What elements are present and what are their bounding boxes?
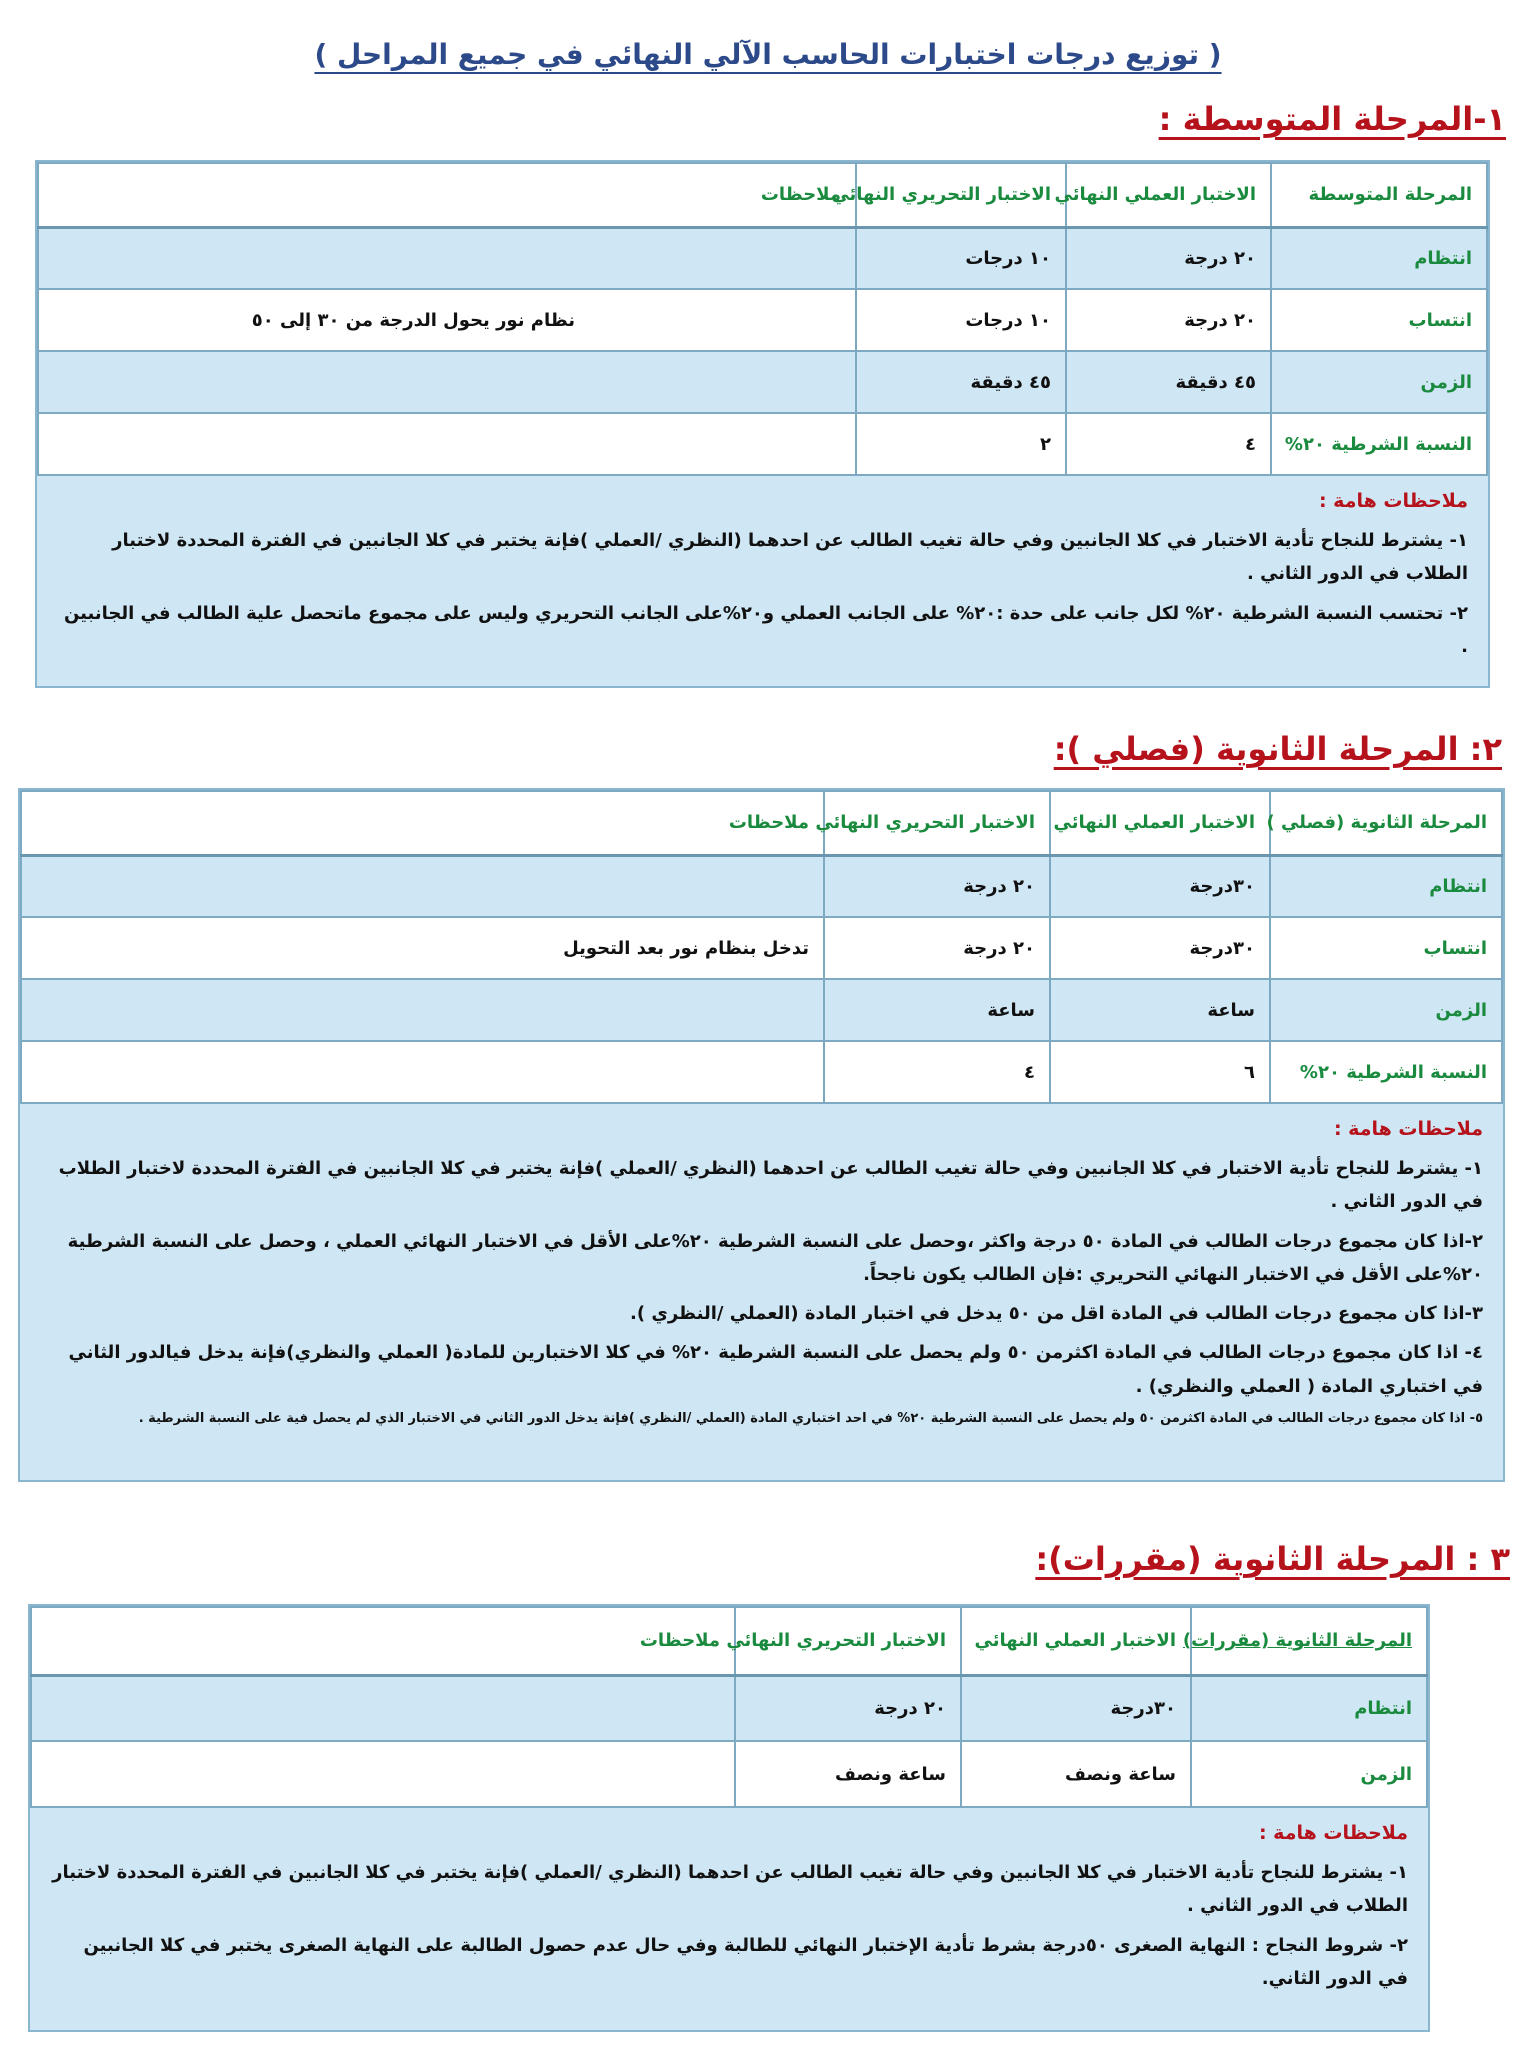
header-notes: ملاحظات	[21, 791, 824, 855]
row-label: النسبة الشرطية ٢٠%	[1270, 1041, 1502, 1103]
important-notes	[20, 1104, 1503, 1480]
row-label: النسبة الشرطية ٢٠%	[1271, 413, 1487, 475]
row-label: الزمن	[1270, 979, 1502, 1041]
practical-value: ٢٠ درجة	[1066, 227, 1271, 289]
written-value: ساعة ونصف	[735, 1741, 961, 1807]
row-notes: نظام نور يحول الدرجة من ٣٠ إلى ٥٠	[38, 289, 856, 351]
row-notes	[38, 351, 856, 413]
written-value: ١٠ درجات	[856, 289, 1066, 351]
section-heading-intermediate: ١-المرحلة المتوسطة :	[1158, 100, 1506, 138]
header-stage	[1182, 1607, 1427, 1675]
table-row	[38, 227, 1487, 289]
header-stage: المرحلة الثانوية (فصلي )	[1270, 791, 1502, 855]
written-value: ٢٠ درجة	[824, 917, 1050, 979]
important-notes	[37, 476, 1488, 686]
row-label: انتظام	[1270, 855, 1502, 917]
table-row	[21, 979, 1502, 1041]
note-item: ١- يشترط للنجاح تأدية الاختبار في كلا الجانبين وفي حالة تغيب الطالب عن احدهما (النظري /العملي )فإنة يختبر في كلا الجانبين في الفترة المحددة لاختبار الطلاب في الدور الثاني .	[58, 1158, 1483, 1213]
note-item: ١- يشترط للنجاح تأدية الاختبار في كلا الجانبين وفي حالة تغيب الطالب عن احدهما (النظري /العملي )فإنة يختبر في كلا الجانبين في الفترة المحددة لاختبار الطلاب في الدور الثاني .	[52, 1862, 1408, 1917]
header-written: الاختبار التحريري النهائي	[735, 1607, 961, 1675]
row-notes	[21, 855, 824, 917]
table-row	[38, 289, 1487, 351]
table-secondary-courses	[28, 1604, 1430, 2032]
row-label: انتساب	[1271, 289, 1487, 351]
header-practical: الاختبار العملي النهائي	[1066, 163, 1271, 227]
notes-title: ملاحظات هامة :	[1333, 1118, 1483, 1140]
header-practical: الاختبار العملي النهائي	[1050, 791, 1270, 855]
row-notes	[38, 227, 856, 289]
written-value: ٢٠ درجة	[735, 1675, 961, 1741]
row-label: الزمن	[1191, 1741, 1427, 1807]
section-heading-secondary-semester: ٢: المرحلة الثانوية (فصلي ):	[1053, 730, 1502, 768]
row-notes	[21, 1041, 824, 1103]
row-notes: تدخل بنظام نور بعد التحويل	[21, 917, 824, 979]
header-practical: الاختبار العملي النهائي	[961, 1607, 1191, 1675]
table-row	[21, 855, 1502, 917]
table-row	[31, 1741, 1427, 1807]
table-secondary-semester	[18, 788, 1505, 1482]
row-notes	[38, 413, 856, 475]
note-item: ٣-اذا كان مجموع درجات الطالب في المادة اقل من ٥٠ يدخل في اختبار المادة (العملي /النظري ).	[630, 1303, 1483, 1325]
header-stage: المرحلة المتوسطة	[1271, 163, 1487, 227]
practical-value: ٣٠درجة	[1050, 855, 1270, 917]
row-label: انتظام	[1271, 227, 1487, 289]
row-notes	[31, 1741, 735, 1807]
note-item: ٢- شروط النجاح : النهاية الصغرى ٥٠درجة بشرط تأدية الإختبار النهائي للطالبة وفي حال عدم حصول الطالبة على النهاية الصغرى يختبر في كلا الجانبين في الدور الثاني.	[83, 1934, 1408, 1989]
practical-value: ٢٠ درجة	[1066, 289, 1271, 351]
header-written: الاختبار التحريري النهائي	[824, 791, 1050, 855]
notes-title: ملاحظات هامة :	[1258, 1822, 1408, 1844]
written-value: ٢	[856, 413, 1066, 475]
written-value: ٢٠ درجة	[824, 855, 1050, 917]
notes-title: ملاحظات هامة :	[1318, 490, 1468, 512]
header-stage-text: المرحلة الثانوية (مقررات)	[1182, 1630, 1412, 1652]
note-item: ١- يشترط للنجاح تأدية الاختبار في كلا الجانبين وفي حالة تغيب الطالب عن احدهما (النظري /العملي )فإنة يختبر في كلا الجانبين في الفترة المحددة لاختبار الطلاب في الدور الثاني .	[112, 530, 1468, 585]
written-value: ١٠ درجات	[856, 227, 1066, 289]
written-value: ساعة	[824, 979, 1050, 1041]
practical-value: ساعة ونصف	[961, 1741, 1191, 1807]
section-heading-secondary-courses: ٣ : المرحلة الثانوية (مقررات):	[1035, 1540, 1510, 1578]
note-item: ٥- اذا كان مجموع درجات الطالب في المادة اكثرمن ٥٠ ولم يحصل على النسبة الشرطية ٢٠% في احد اختباري المادة (العملي /النظري )فإنة يدخل الدور الثاني في الاختبار الذي لم يحصل فية على النسبة الشرطية .	[138, 1411, 1483, 1427]
written-value: ٤٥ دقيقة	[856, 351, 1066, 413]
note-item: ٤- اذا كان مجموع درجات الطالب في المادة اكثرمن ٥٠ ولم يحصل على النسبة الشرطية ٢٠% في كلا الاختبارين للمادة( العملي والنظري)فإنة يدخل فيالدور الثاني في اختباري المادة ( العملي والنظري) .	[68, 1342, 1483, 1397]
table-intermediate	[35, 160, 1490, 688]
practical-value: ٦	[1050, 1041, 1270, 1103]
header-notes: ملاحظات	[38, 163, 856, 227]
practical-value: ساعة	[1050, 979, 1270, 1041]
row-notes	[21, 979, 824, 1041]
note-item: ٢- تحتسب النسبة الشرطية ٢٠% لكل جانب على حدة :٢٠% على الجانب العملي و٢٠%على الجانب التحريري وليس على مجموع ماتحصل علية الطالب في الجانبين .	[63, 602, 1468, 657]
table-row	[38, 351, 1487, 413]
practical-value: ٤٥ دقيقة	[1066, 351, 1271, 413]
table-row	[21, 1041, 1502, 1103]
practical-value: ٤	[1066, 413, 1271, 475]
header-notes: ملاحظات	[31, 1607, 735, 1675]
practical-value: ٣٠درجة	[1050, 917, 1270, 979]
practical-value: ٣٠درجة	[961, 1675, 1191, 1741]
page-title: ( توزيع درجات اختبارات الحاسب الآلي النهائي في جميع المراحل )	[314, 38, 1222, 71]
row-label: انتساب	[1270, 917, 1502, 979]
table-row	[38, 413, 1487, 475]
table-row	[21, 917, 1502, 979]
row-label: انتظام	[1191, 1675, 1427, 1741]
note-item: ٢-اذا كان مجموع درجات الطالب في المادة ٥٠ درجة واكثر ،وحصل على النسبة الشرطية ٢٠%على الأقل في الاختبار النهائي العملي ، وحصل على النسبة الشرطية ٢٠%على الأقل في الاختبار النهائي التحريري :فإن الطالب يكون ناجحاً.	[67, 1230, 1483, 1285]
header-written: الاختبار التحريري النهائي	[856, 163, 1066, 227]
row-notes	[31, 1675, 735, 1741]
row-label: الزمن	[1271, 351, 1487, 413]
written-value: ٤	[824, 1041, 1050, 1103]
important-notes	[30, 1808, 1428, 2030]
table-row	[31, 1675, 1427, 1741]
